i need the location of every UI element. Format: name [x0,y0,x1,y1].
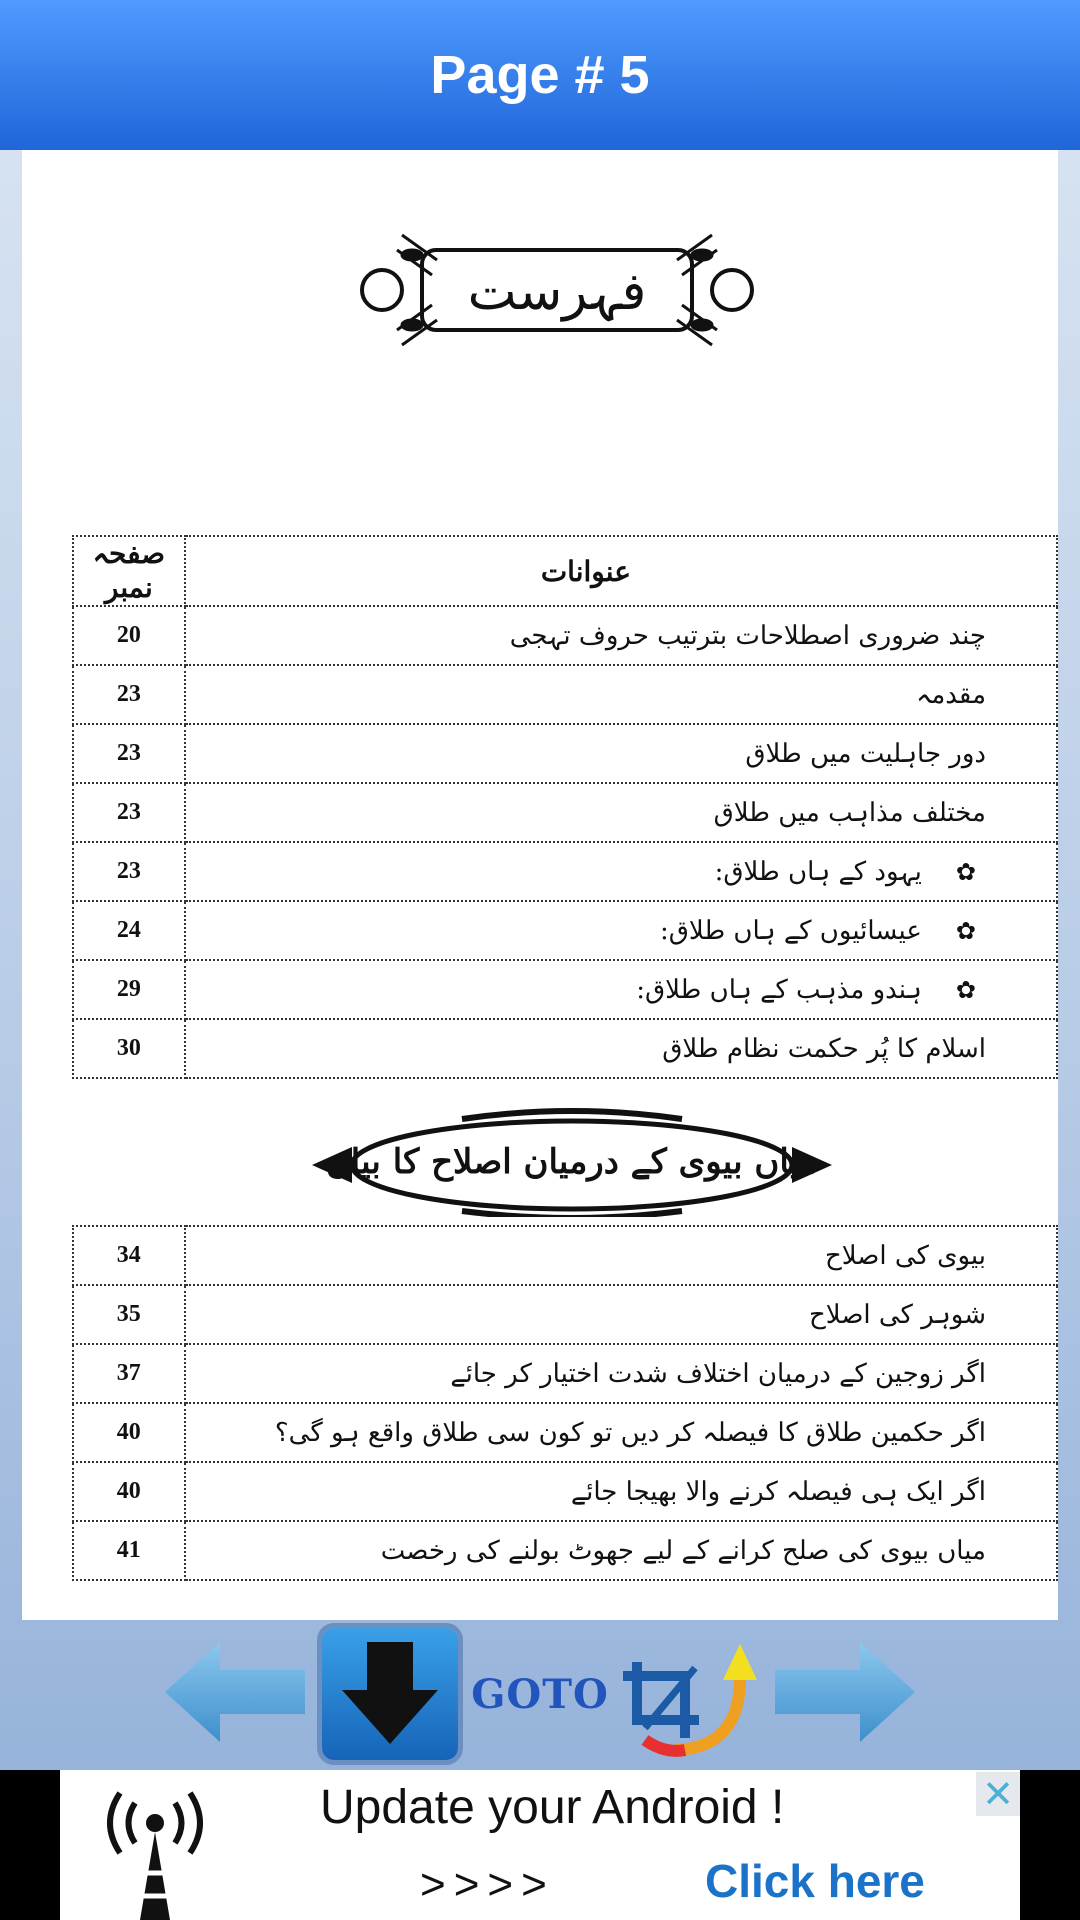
toc-page-number: 29 [73,960,185,1019]
toc-row [73,960,1057,1019]
toc-entry-title [185,1019,1057,1078]
toc-table-2 [72,1225,1058,1581]
toc-entry-title [185,1344,1057,1403]
app-header [0,0,1080,150]
toc-entry-text: اگر ایک ہی فیصلہ کرنے والا بھیجا جائے [570,1476,986,1507]
toc-entry-text: مقدمہ [916,679,986,710]
toc-entry-title [185,724,1057,783]
toc-header-row [73,536,1057,606]
crop-rotate-icon [615,1638,765,1763]
toc-page-number: 37 [73,1344,185,1403]
download-icon [322,1628,458,1760]
toc-page-number: 20 [73,606,185,665]
antenna-icon [100,1788,210,1920]
toc-entry-text: مختلف مذاہب میں طلاق [713,797,986,828]
toc-page-number: 35 [73,1285,185,1344]
toc-entry-title [185,1226,1057,1285]
toc-page-number: 23 [73,842,185,901]
ad-click-here-link[interactable]: Click here [705,1855,925,1907]
toc-entry-text: بیوی کی اصلاح [824,1240,986,1271]
page-number-header: صفحہ نمبر [73,536,185,606]
toc-row [73,1344,1057,1403]
goto-button[interactable]: GOTO [471,1671,609,1718]
toc-page-number: 23 [73,783,185,842]
arrow-right-icon [775,1642,915,1742]
toc-entry-title [185,1285,1057,1344]
ad-arrows: >>>> [420,1860,555,1909]
toc-page-number: 41 [73,1521,185,1580]
toc-entry-text: چند ضروری اصطلاحات بترتیب حروف تہجی [509,620,986,651]
toc-entry-title [185,842,1057,901]
section-heading: میاں بیوی کے درمیان اصلاح کا بیان [325,1142,819,1182]
toc-row [73,783,1057,842]
toc-row [73,901,1057,960]
toc-page-number: 40 [73,1462,185,1521]
toc-entry-text: عیسائیوں کے ہاں طلاق: [660,915,922,946]
toc-row [73,1521,1057,1580]
toc-entry-text: اگر زوجین کے درمیان اختلاف شدت اختیار کر جائے [450,1358,986,1389]
toc-entry-text: اگر حکمین طلاق کا فیصلہ کر دیں تو کون سی طلاق واقع ہو گی؟ [274,1417,986,1448]
ad-banner[interactable] [0,1770,1080,1920]
toc-page-number: 40 [73,1403,185,1462]
toc-entry-text: میاں بیوی کی صلح کرانے کے لیے جھوٹ بولنے کی رخصت [380,1535,986,1566]
toc-page-number: 23 [73,665,185,724]
contents-heading: فہرست [467,262,647,322]
toc-row [73,1462,1057,1521]
page-title: Page # 5 [430,45,650,105]
toc-row [73,1226,1057,1285]
toc-row [73,606,1057,665]
toc-entry-title [185,1403,1057,1462]
section-banner [312,1107,832,1217]
toc-row [73,1285,1057,1344]
toc-entry-title [185,960,1057,1019]
download-button[interactable] [322,1628,458,1760]
toc-entry-text: یہود کے ہاں طلاق: [714,856,922,887]
toc-entry-title [185,901,1057,960]
toc-entry-text: ہندو مذہب کے ہاں طلاق: [636,974,922,1005]
toc-table-1 [72,535,1058,1079]
toc-row [73,842,1057,901]
flower-bullet-icon: ✿ [955,857,976,886]
toc-row [73,1403,1057,1462]
toc-entry-text: اسلام کا پُر حکمت نظام طلاق [662,1033,986,1064]
toc-entry-text: شوہر کی اصلاح [809,1299,986,1330]
toc-page-number: 23 [73,724,185,783]
toc-entry-title [185,665,1057,724]
toc-row [73,1019,1057,1078]
ad-headline: Update your Android ! [320,1781,785,1834]
titles-header: عنوانات [185,536,1057,606]
crop-rotate-button[interactable] [615,1638,765,1763]
ad-content[interactable] [60,1770,1020,1920]
toc-page-number: 34 [73,1226,185,1285]
toc-entry-title [185,783,1057,842]
toc-page-number: 24 [73,901,185,960]
heading-ornament [352,220,762,360]
toc-entry-title [185,1462,1057,1521]
previous-page-button[interactable] [165,1642,305,1742]
toc-entry-title [185,606,1057,665]
flower-bullet-icon: ✿ [955,916,976,945]
navigation-bar [0,1620,1080,1770]
toc-page-number: 30 [73,1019,185,1078]
ad-close-button[interactable]: ✕ [976,1772,1020,1816]
toc-entry-title [185,1521,1057,1580]
document-page [22,150,1058,1620]
toc-row [73,724,1057,783]
toc-row [73,665,1057,724]
arrow-left-icon [165,1642,305,1742]
flower-bullet-icon: ✿ [955,975,976,1004]
toc-entry-text: دور جاہلیت میں طلاق [745,738,986,769]
next-page-button[interactable] [775,1642,915,1742]
